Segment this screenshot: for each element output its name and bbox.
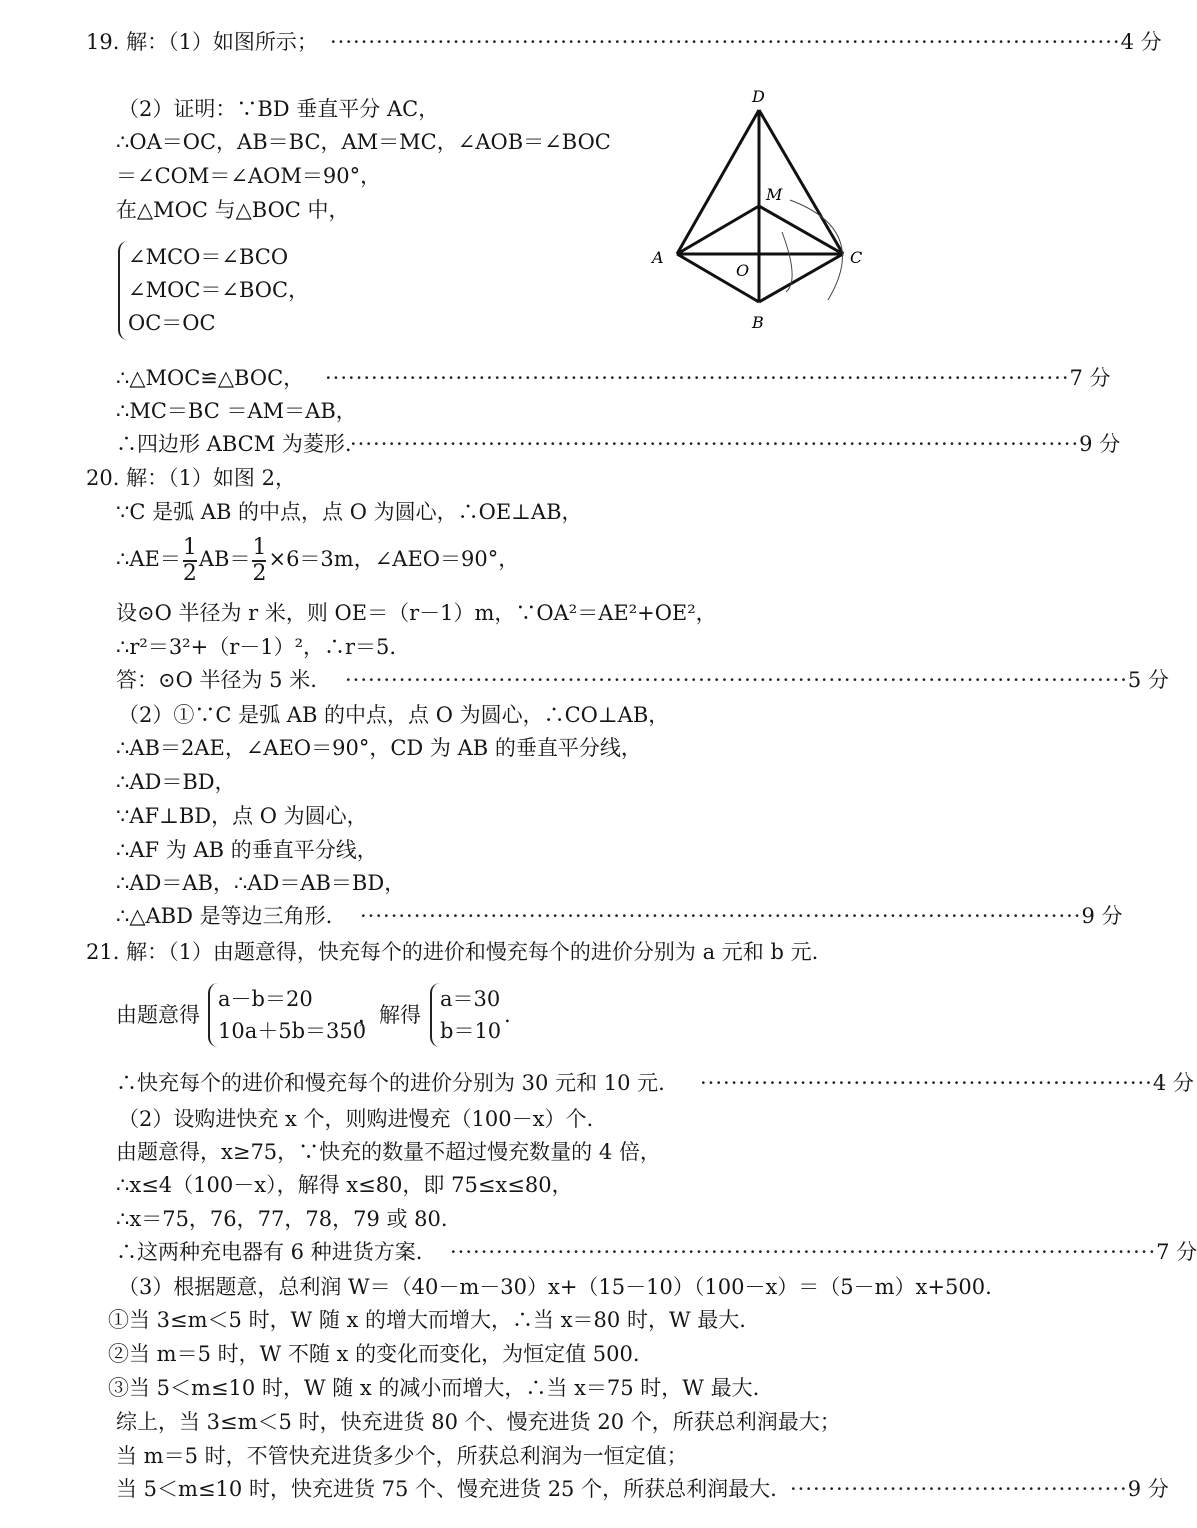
q20-line-4: 设⊙O 半径为 r 米，则 OE＝（r－1）m，∵OA²＝AE²+OE²， xyxy=(116,601,717,625)
q20-line-8: ∴AB＝2AE，∠AEO＝90°，CD 为 AB 的垂直平分线， xyxy=(116,736,642,760)
q19-equation-system xyxy=(118,241,309,340)
rhombus-figure xyxy=(640,80,880,340)
q21-line-14: 当 m＝5 时，不管快充进货多少个，所获总利润为一恒定值； xyxy=(116,1444,688,1468)
q19-line-5: 在△MOC 与△BOC 中， xyxy=(116,198,350,222)
q20-line-10: ∵AF⊥BD，点 O 为圆心， xyxy=(116,804,368,828)
fraction-1-numerator: 1 xyxy=(182,534,197,560)
q21-line-13: 综上，当 3≤m＜5 时，快充进货 80 个、慢充进货 20 个，所获总利润最大； xyxy=(116,1410,841,1434)
q21-line-1: 21. 解：（1）由题意得，快充每个的进价和慢充每个的进价分别为 a 元和 b 元. xyxy=(86,940,819,964)
q19-score-1: ·······································································································4 分 xyxy=(330,30,1162,54)
q19-eq-2: ∠MOC＝∠BOC， xyxy=(128,278,310,302)
fraction-half-1 xyxy=(183,536,197,586)
q20-line-5: ∴r²＝3²+（r－1）²，∴r＝5. xyxy=(116,635,397,659)
q21-sol-2: b＝10 xyxy=(440,1019,502,1043)
q20-line-9: ∴AD＝BD， xyxy=(116,770,236,794)
q21-line-12: ③当 5＜m≤10 时，W 随 x 的减小而增大，∴当 x＝75 时，W 最大. xyxy=(108,1376,760,1400)
q20-ab-label: AB＝ xyxy=(198,547,251,571)
q20-line-6: 答：⊙O 半径为 5 米. xyxy=(116,668,317,692)
q19-line-6: ∴△MOC≌△BOC， xyxy=(116,366,305,390)
q20-line-7: （2）①∵C 是弧 AB 的中点，点 O 为圆心，∴CO⊥AB， xyxy=(118,703,670,727)
label-m: M xyxy=(766,185,783,204)
q20-ae-label: ∴AE＝ xyxy=(116,547,181,571)
q20-score-13: ······························································································9 分 xyxy=(360,904,1123,928)
q21-solution-system xyxy=(430,983,501,1047)
label-d: D xyxy=(752,87,765,106)
q21-line-2c: . xyxy=(504,1003,511,1027)
q21-line-8: ∴这两种充电器有 6 种进货方案. xyxy=(116,1240,423,1264)
q19-line-8: ∴四边形 ABCM 为菱形. xyxy=(116,432,352,456)
q21-eq-1: a－b＝20 xyxy=(218,987,313,1011)
q21-line-4: （2）设购进快充 x 个，则购进慢充（100－x）个. xyxy=(118,1107,594,1131)
q21-sol-1: a＝30 xyxy=(440,987,501,1011)
label-b: B xyxy=(752,313,764,332)
q21-line-11: ②当 m＝5 时，W 不随 x 的变化而变化，为恒定值 500. xyxy=(108,1342,640,1366)
q21-line-10: ①当 3≤m＜5 时，W 随 x 的增大而增大，∴当 x＝80 时，W 最大. xyxy=(108,1308,746,1332)
label-o: O xyxy=(736,261,750,280)
fraction-half-2 xyxy=(252,536,266,586)
q19-line-2: （2）证明：∵BD 垂直平分 AC， xyxy=(118,97,440,121)
q21-score-15: ············································9 分 xyxy=(790,1477,1169,1501)
q21-score-3: ···························································4 分 xyxy=(700,1071,1194,1095)
q19-eq-3: OC＝OC xyxy=(128,311,216,335)
q20-line-12: ∴AD＝AB，∴AD＝AB＝BD， xyxy=(116,871,406,895)
fraction-1-denominator: 2 xyxy=(182,560,197,586)
q20-score-6: ······································································································5 分 xyxy=(345,668,1169,692)
q21-line-2b: ，解得 xyxy=(358,1003,421,1027)
q20-line-1: 20. 解：（1）如图 2， xyxy=(86,466,296,490)
q19-eq-1: ∠MCO＝∠BCO xyxy=(128,245,289,269)
q20-line-13: ∴△ABD 是等边三角形. xyxy=(116,904,333,928)
q21-line-5: 由题意得，x≥75，∵快充的数量不超过慢充数量的 4 倍， xyxy=(116,1140,661,1164)
label-c: C xyxy=(850,248,863,267)
q21-line-6: ∴x≤4（100－x），解得 x≤80，即 75≤x≤80， xyxy=(116,1173,573,1197)
q20-result: ×6＝3m，∠AEO＝90°， xyxy=(268,547,520,571)
q21-line-3: ∴快充每个的进价和慢充每个的进价分别为 30 元和 10 元. xyxy=(116,1071,665,1095)
q21-line-9: （3）根据题意，总利润 W＝（40－m－30）x+（15－10）（100－x）＝（5－m）x+500. xyxy=(118,1275,992,1299)
q19-line-3: ∴OA＝OC，AB＝BC，AM＝MC，∠AOB＝∠BOC xyxy=(116,130,611,154)
q19-line-4: ＝∠COM＝∠AOM＝90°， xyxy=(116,164,382,188)
q21-line-2a: 由题意得 xyxy=(116,1003,200,1027)
q20-line-3 xyxy=(116,534,519,586)
q21-line-15: 当 5＜m≤10 时，快充进货 75 个、慢充进货 25 个，所获总利润最大. xyxy=(116,1477,777,1501)
q19-line-7: ∴MC＝BC ＝AM＝AB， xyxy=(116,399,357,423)
q19-score-6: ·································································································7 分 xyxy=(325,366,1111,390)
q20-line-11: ∴AF 为 AB 的垂直平分线， xyxy=(116,838,378,862)
fraction-2-numerator: 1 xyxy=(252,534,267,560)
fraction-2-denominator: 2 xyxy=(252,560,267,586)
label-a: A xyxy=(652,248,664,267)
q19-score-8: ·······························································································9 分 xyxy=(350,432,1121,456)
q21-equation-system xyxy=(208,983,366,1047)
q21-eq-2: 10a＋5b＝350 xyxy=(218,1019,367,1043)
q20-line-2: ∵C 是弧 AB 的中点，点 O 为圆心，∴OE⊥AB， xyxy=(116,500,583,524)
q19-line-1: 19. 解：（1）如图所示； xyxy=(86,30,318,54)
q21-line-7: ∴x＝75，76，77，78，79 或 80. xyxy=(116,1207,448,1231)
q21-score-8: ····························································································7 分 xyxy=(450,1240,1197,1264)
